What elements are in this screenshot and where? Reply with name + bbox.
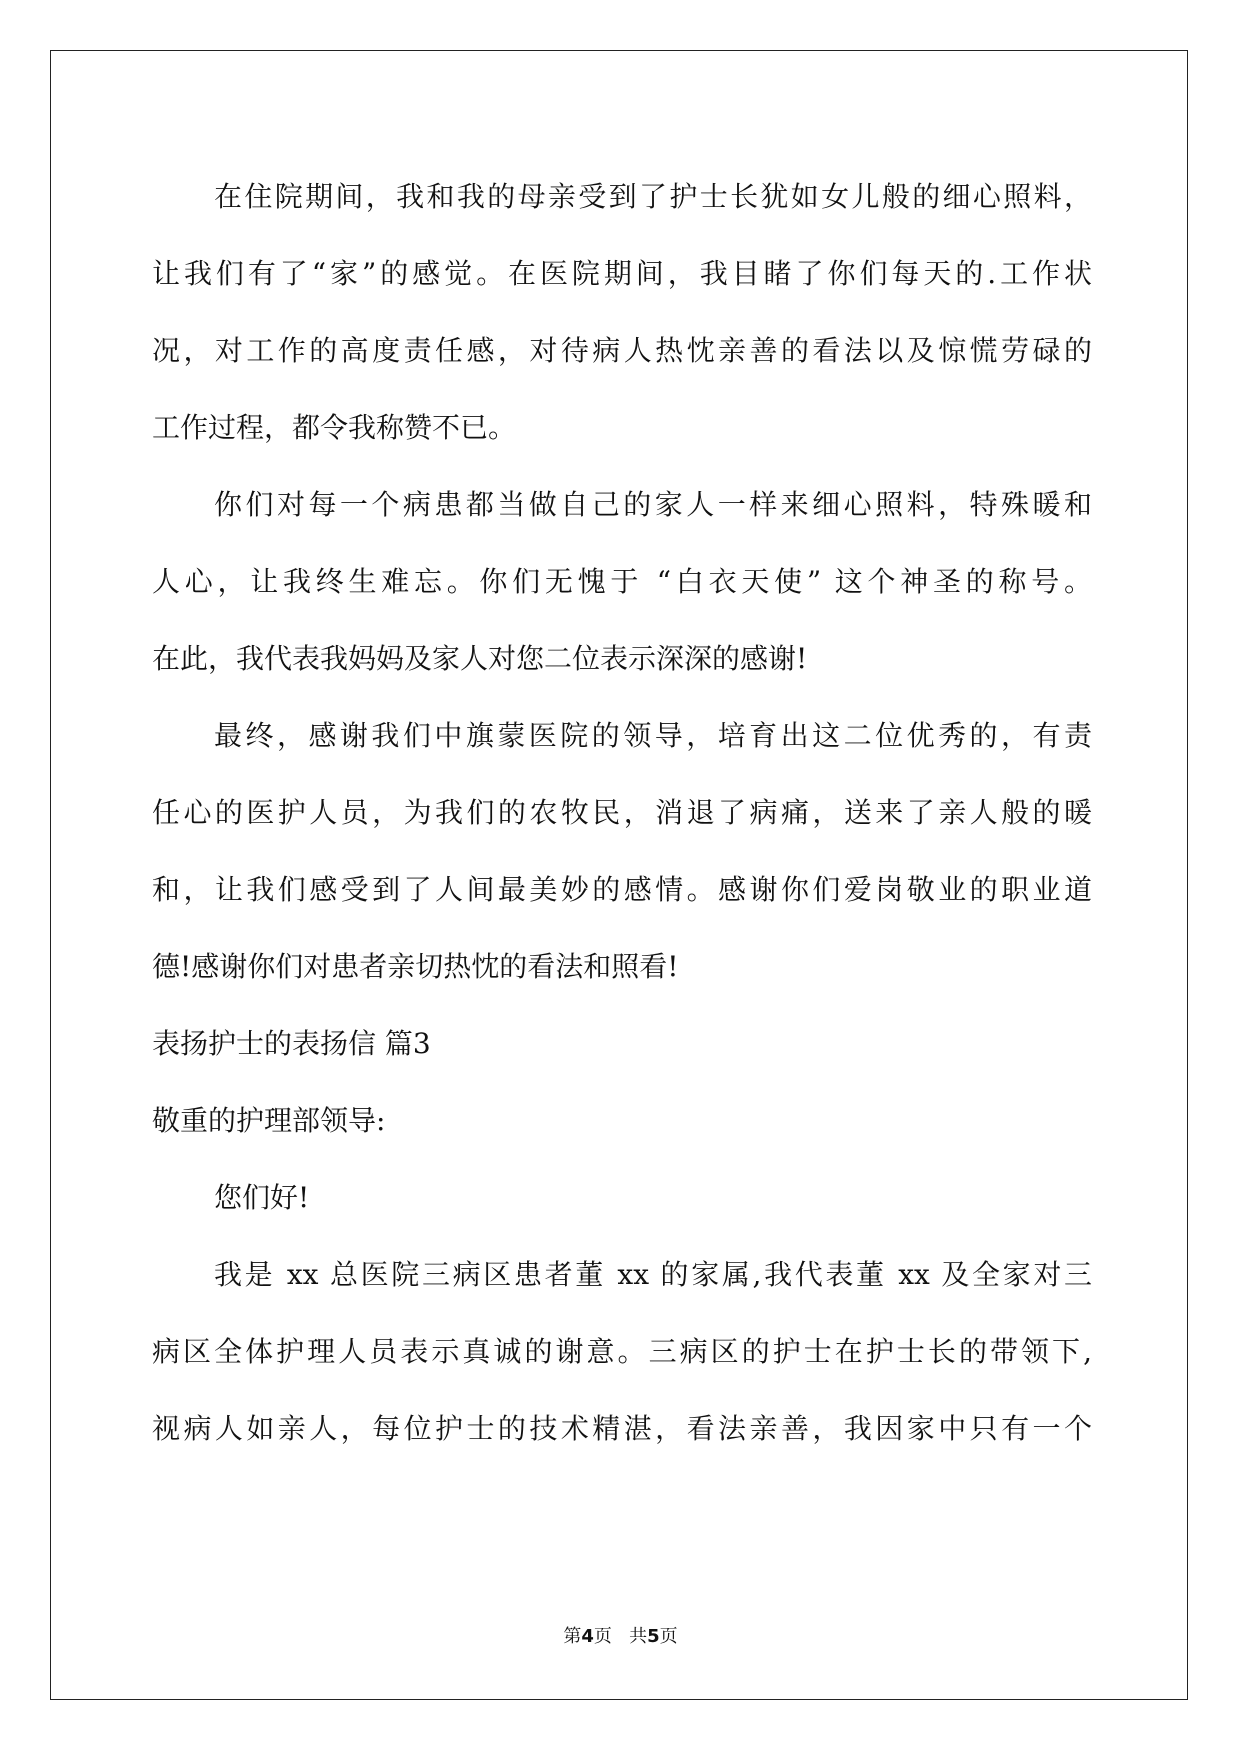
text-line: 况，对工作的高度责任感，对待病人热忱亲善的看法以及惊慌劳碌的 bbox=[152, 334, 1092, 367]
text-line: 和，让我们感受到了人间最美妙的感情。感谢你们爱岗敬业的职业道 bbox=[152, 873, 1092, 906]
total-prefix: 共 bbox=[629, 1626, 648, 1647]
page-number: 4 bbox=[581, 1626, 594, 1647]
total-suffix: 页 bbox=[659, 1626, 678, 1647]
text-line: 在住院期间，我和我的母亲受到了护士长犹如女儿般的细心照料， bbox=[214, 180, 1092, 213]
salutation: 敬重的护理部领导: bbox=[152, 1104, 386, 1137]
text-line: 任心的医护人员，为我们的农牧民，消退了病痛，送来了亲人般的暖 bbox=[152, 796, 1092, 829]
text-line: 病区全体护理人员表示真诚的谢意。三病区的护士在护士长的带领下, bbox=[152, 1335, 1092, 1368]
page-suffix: 页 bbox=[593, 1626, 612, 1647]
text-line: 在此，我代表我妈妈及家人对您二位表示深深的感谢! bbox=[152, 642, 808, 675]
text-line: 德!感谢你们对患者亲切热忱的看法和照看! bbox=[152, 950, 679, 983]
greeting: 您们好! bbox=[214, 1181, 310, 1214]
page-prefix: 第 bbox=[563, 1626, 582, 1647]
text-line: 最终，感谢我们中旗蒙医院的领导，培育出这二位优秀的，有责 bbox=[214, 719, 1092, 752]
text-line: 我是 xx 总医院三病区患者董 xx 的家属,我代表董 xx 及全家对三 bbox=[214, 1258, 1092, 1291]
page-footer bbox=[0, 1622, 1241, 1648]
text-line: 工作过程，都令我称赞不已。 bbox=[152, 411, 517, 444]
document-body bbox=[152, 158, 1092, 1467]
text-line: 人心，让我终生难忘。你们无愧于 “白衣天使” 这个神圣的称号。 bbox=[152, 565, 1092, 598]
section-heading: 表扬护士的表扬信 篇3 bbox=[152, 1027, 431, 1060]
text-line: 让我们有了“家”的感觉。在医院期间，我目睹了你们每天的.工作状 bbox=[152, 257, 1092, 290]
text-line: 视病人如亲人，每位护士的技术精湛，看法亲善，我因家中只有一个 bbox=[152, 1412, 1092, 1445]
text-line: 你们对每一个病患都当做自己的家人一样来细心照料，特殊暖和 bbox=[214, 488, 1092, 521]
total-pages: 5 bbox=[647, 1626, 660, 1647]
